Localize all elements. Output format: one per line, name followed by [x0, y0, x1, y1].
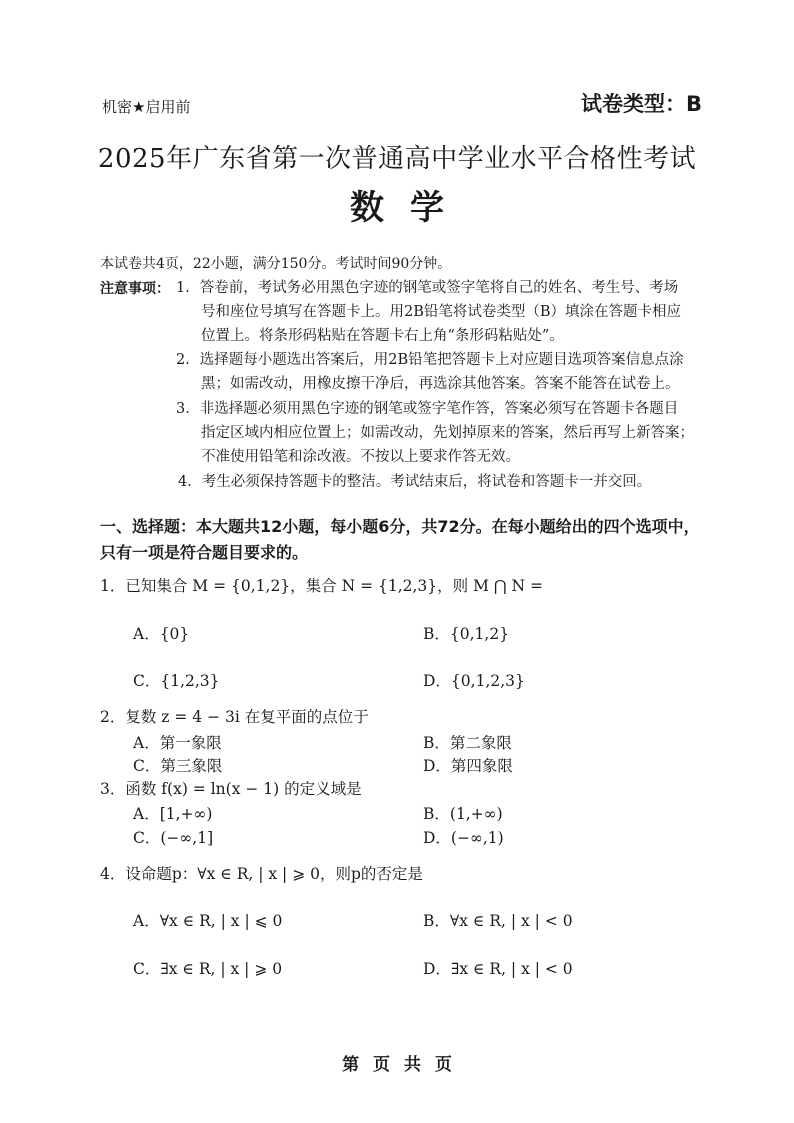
note-line: 不准使用铅笔和涂改液。不按以上要求作答无效。 — [201, 449, 520, 465]
question-stem: 1．已知集合 M = {0,1,2}，集合 N = {1,2,3}，则 M ⋂ N = — [100, 577, 543, 595]
question-stem: 4．设命题p：∀x ∈ R, | x | ⩾ 0，则p的否定是 — [100, 865, 423, 883]
exam-title: 2025年广东省第一次普通高中学业水平合格性考试 — [97, 144, 697, 174]
notes-label: 注意事项： — [100, 281, 170, 297]
question-option: C．(−∞,1] — [133, 829, 214, 847]
note-line: 4．考生必须保持答题卡的整洁。考试结束后，将试卷和答题卡一并交回。 — [178, 474, 652, 490]
note-line: 2．选择题每小题选出答案后，用2B铅笔把答题卡上对应题目选项答案信息点涂 — [176, 352, 684, 368]
note-line: 号和座位号填写在答题卡上。用2B铅笔将试卷类型（B）填涂在答题卡相应 — [201, 304, 682, 320]
section-header: 一、选择题：本大题共12小题，每小题6分，共72分。在每小题给出的四个选项中，只有一项是符合题目要求的。 — [100, 517, 700, 562]
paper-type-label: 试卷类型：B — [580, 92, 702, 116]
question-option: D．(−∞,1) — [423, 829, 504, 847]
note-line: 黑；如需改动，用橡皮擦干净后，再选涂其他答案。答案不能答在试卷上。 — [201, 376, 680, 392]
subject-title: 数学 — [350, 188, 470, 228]
page-footer: 第 页 共 页 — [342, 1055, 452, 1075]
note-line: 位置上。将条形码粘贴在答题卡右上角“条形码粘贴处”。 — [201, 328, 564, 344]
question-stem: 2．复数 z = 4 − 3i 在复平面的点位于 — [100, 708, 369, 726]
question-option: A．{0} — [133, 625, 190, 643]
question-option: B．{0,1,2} — [423, 625, 510, 643]
note-line: 1．答卷前，考试务必用黑色字迹的钢笔或签字笔将自己的姓名、考生号、考场 — [176, 280, 679, 296]
question-option: D．第四象限 — [423, 757, 513, 775]
question-option: B．(1,+∞) — [423, 805, 503, 823]
question-option: A．[1,+∞) — [133, 805, 213, 823]
note-line: 指定区域内相应位置上；如需改动，先划掉原来的答案，然后再写上新答案； — [201, 425, 694, 441]
question-option: B．∀x ∈ R, | x | < 0 — [423, 912, 573, 930]
question-stem: 3．函数 f(x) = ln(x − 1) 的定义域是 — [100, 780, 362, 798]
question-option: B．第二象限 — [423, 734, 512, 752]
question-option: A．∀x ∈ R, | x | ⩽ 0 — [133, 912, 283, 930]
question-option: D．∃x ∈ R, | x | < 0 — [423, 960, 573, 978]
question-option: C．∃x ∈ R, | x | ⩾ 0 — [133, 960, 283, 978]
question-option: C．{1,2,3} — [133, 672, 220, 690]
exam-info: 本试卷共4页，22小题，满分150分。考试时间90分钟。 — [100, 256, 452, 272]
question-option: A．第一象限 — [133, 734, 222, 752]
question-option: C．第三象限 — [133, 757, 223, 775]
question-option: D．{0,1,2,3} — [423, 672, 525, 690]
confidential-mark: 机密★启用前 — [102, 98, 191, 116]
note-line: 3．非选择题必须用黑色字迹的钢笔或签字笔作答，答案必须写在答题卡各题目 — [176, 401, 679, 417]
